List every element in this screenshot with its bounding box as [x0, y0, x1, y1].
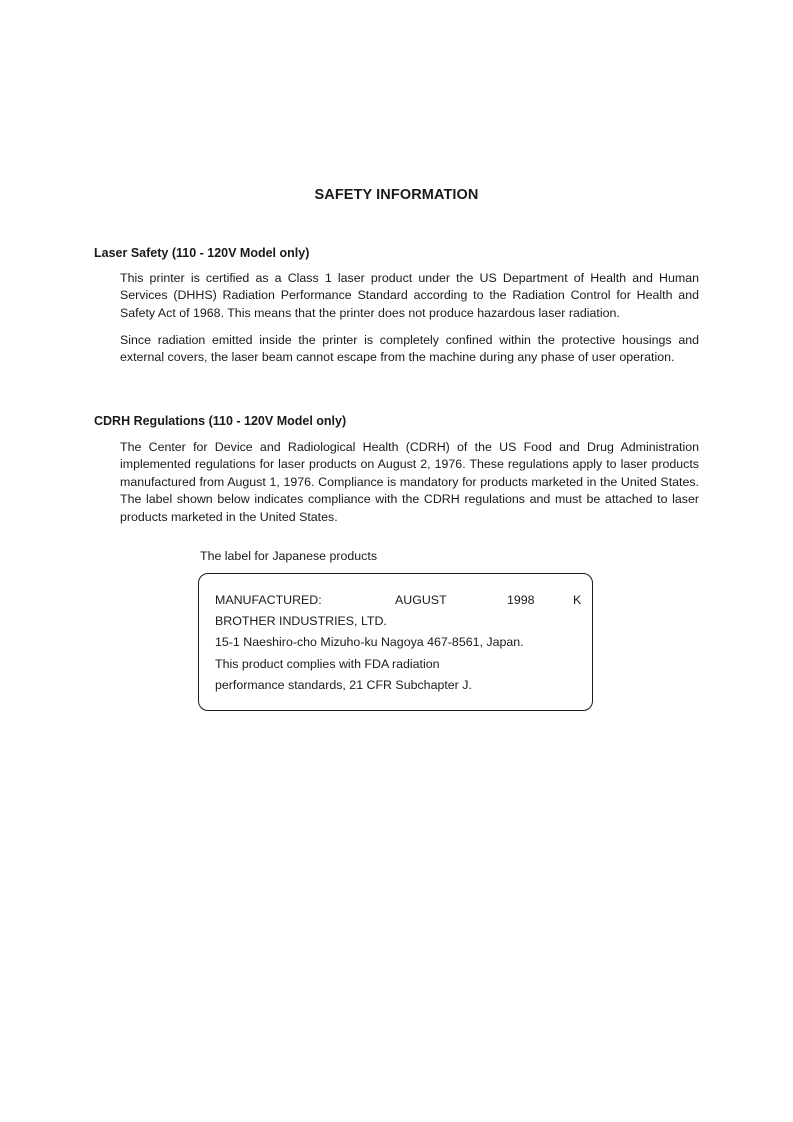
manufactured-month: AUGUST — [395, 593, 447, 607]
laser-safety-paragraph-2: Since radiation emitted inside the printer is completely confined within the protective housings and external covers, the laser beam cannot escape from the machine during any phase of user operation. — [120, 333, 699, 365]
cdrh-heading: CDRH Regulations (110 - 120V Model only) — [94, 414, 347, 428]
manufactured-label: MANUFACTURED: — [215, 593, 322, 607]
manufactured-row — [215, 593, 585, 609]
cdrh-paragraph: The Center for Device and Radiological Health (CDRH) of the US Food and Drug Administration implemented regulations for laser products on August 2, 1976. These regulations apply to laser products manufactured from August 1, 1976. Compliance is mandatory for products marketed in the United States. The label shown below indicates compliance with the CDRH regulations and must be attached to laser products marketed in the United States. — [120, 440, 699, 524]
compliance-line-2: performance standards, 21 CFR Subchapter J. — [215, 678, 472, 692]
company-address: 15-1 Naeshiro-cho Mizuho-ku Nagoya 467-8561, Japan. — [215, 635, 524, 649]
manufacturer-label-box — [198, 573, 593, 711]
laser-safety-paragraph-1: This printer is certified as a Class 1 laser product under the US Department of Health and Human Services (DHHS) Radiation Performance Standard according to the Radiation Control for Health and Safety Act of 1968. This means that the printer does not produce hazardous laser radiation. — [120, 271, 699, 320]
manufactured-year: 1998 — [507, 593, 535, 607]
label-caption: The label for Japanese products — [200, 549, 378, 563]
compliance-line-1: This product complies with FDA radiation — [215, 657, 440, 671]
manufactured-code: K — [573, 593, 582, 607]
page-title: SAFETY INFORMATION — [314, 187, 479, 203]
company-name: BROTHER INDUSTRIES, LTD. — [215, 614, 387, 628]
laser-safety-heading: Laser Safety (110 - 120V Model only) — [94, 246, 310, 260]
